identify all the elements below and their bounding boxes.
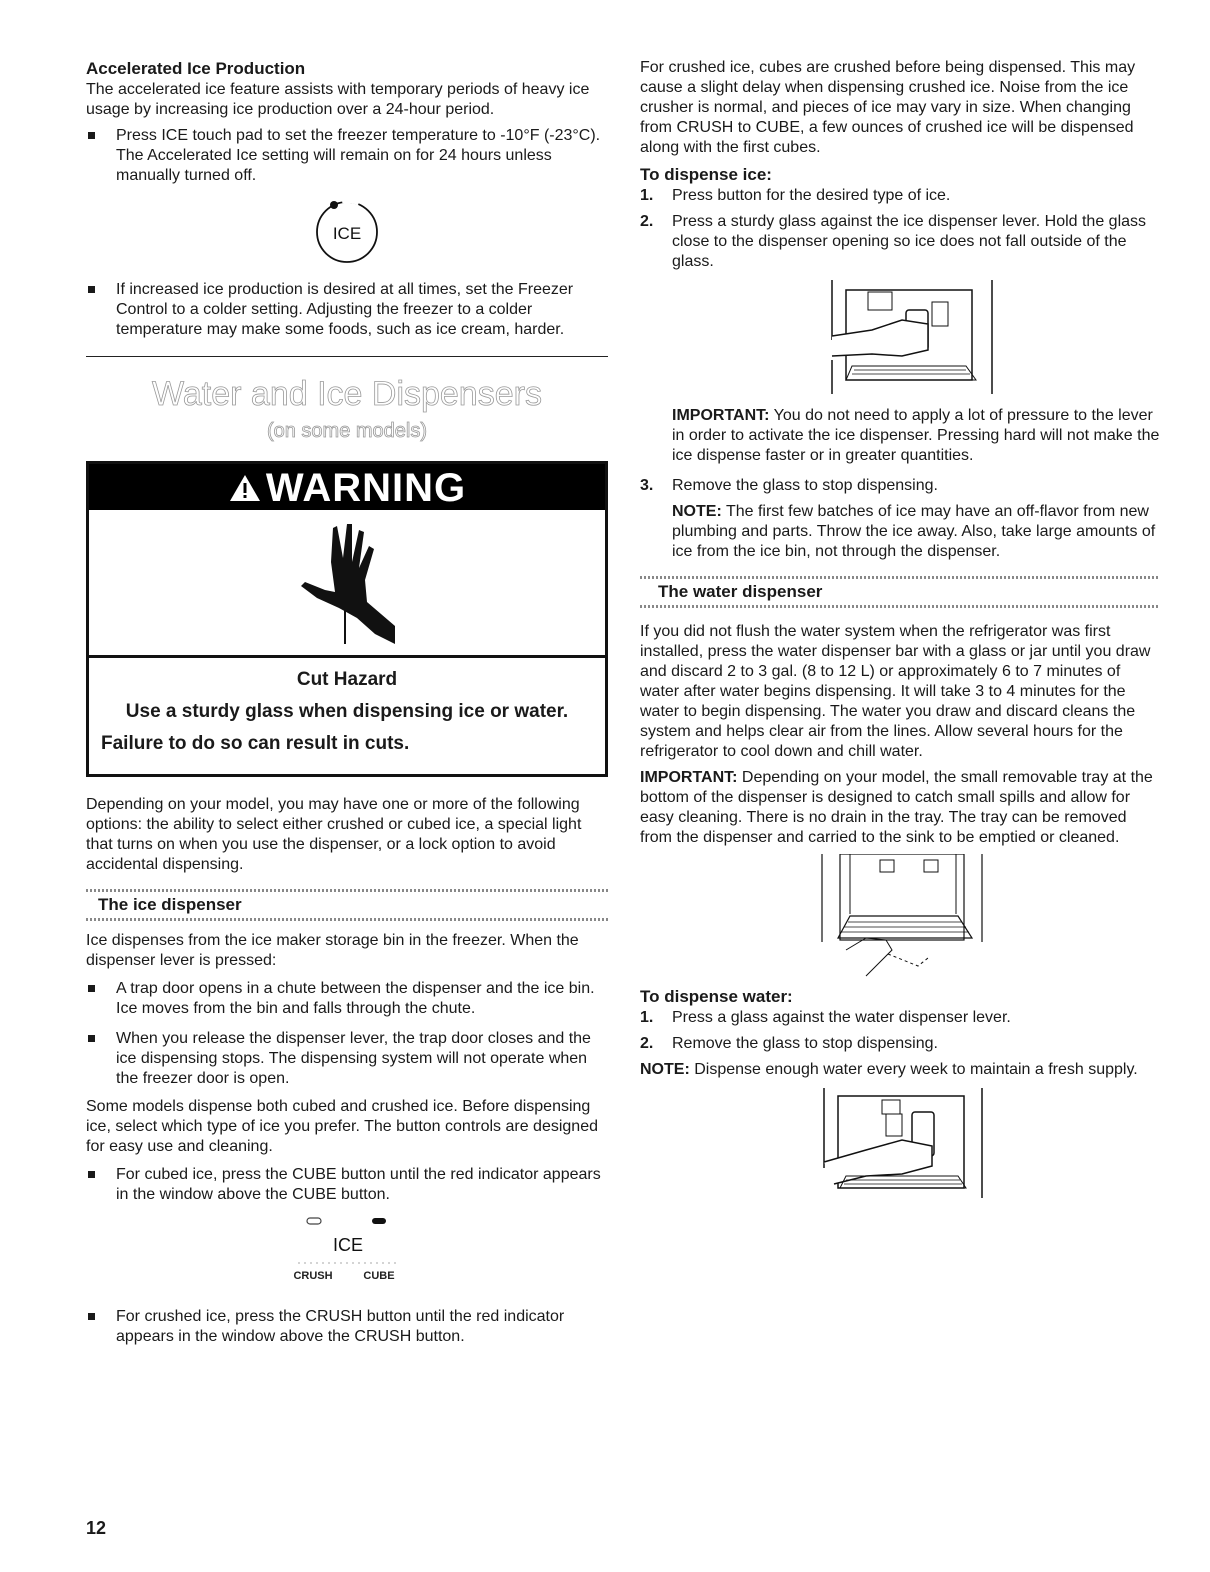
warning-text bbox=[89, 658, 605, 756]
note-text: Dispense enough water every week to maintain a fresh supply. bbox=[689, 1061, 1138, 1078]
hazard-title: Cut Hazard bbox=[296, 669, 398, 690]
step-number: 3. bbox=[640, 477, 654, 494]
step-text: Press button for the desired type of ice. bbox=[672, 187, 951, 204]
note-label: NOTE: bbox=[672, 503, 722, 520]
hazard-pictogram bbox=[89, 510, 605, 658]
warning-line-2: Failure to do so can result in cuts. bbox=[101, 733, 410, 754]
warning-label: WARNING bbox=[265, 466, 467, 510]
ice-touch-pad-illustration bbox=[86, 196, 608, 266]
ice-pad-icon bbox=[307, 196, 387, 266]
ice-dispense-illustration bbox=[640, 280, 1160, 394]
right-column bbox=[640, 58, 1160, 1202]
step-number: 1. bbox=[640, 187, 654, 204]
dispense-water-step-2 bbox=[640, 1034, 1160, 1054]
glass-at-ice-dispenser-icon bbox=[640, 280, 1160, 394]
ice-first-batch-note bbox=[640, 502, 1160, 562]
important-text: Depending on your model, the small removable tray at the bottom of the dispenser is designed to catch small spills and allow for easy cleaning. There is no drain in the tray. The tray can be removed from the dispenser and carried to the sink to be emptied or cleaned. bbox=[640, 769, 1153, 846]
step-number: 1. bbox=[640, 1009, 654, 1026]
cube-label: CUBE bbox=[363, 1270, 395, 1282]
crushed-ice-paragraph: For crushed ice, cubes are crushed before being dispensed. This may cause a slight delay when dispensing crushed ice. Noise from the ice crusher is normal, and pieces of ice may vary in size. When changing from CRUSH to CUBE, a few ounces of crushed ice will be dispensed along with the first cubes. bbox=[640, 59, 1136, 156]
dispensers-subtitle: (on some models) bbox=[266, 420, 428, 442]
drip-tray-illustration bbox=[640, 854, 1160, 982]
important-label: IMPORTANT: bbox=[672, 407, 770, 424]
ice-pad-label: ICE bbox=[332, 224, 362, 243]
accel-heading: Accelerated Ice Production bbox=[86, 59, 306, 78]
options-paragraph: Depending on your model, you may have one or more of the following options: the ability to select either crushed or cubed ice, a special light that turns on when you use the dispenser, or a lock option to avoid accidental dispensing. bbox=[86, 796, 582, 873]
dispense-water-step-1 bbox=[640, 1008, 1160, 1028]
water-dispenser-heading: The water dispenser bbox=[658, 582, 823, 601]
step-number: 2. bbox=[640, 213, 654, 230]
dotted-rule bbox=[640, 576, 1160, 579]
step-text: Remove the glass to stop dispensing. bbox=[672, 477, 938, 494]
step-number: 2. bbox=[640, 1035, 654, 1052]
crush-label: CRUSH bbox=[293, 1270, 333, 1282]
left-column bbox=[86, 58, 608, 1347]
important-text: You do not need to apply a lot of pressure to the lever in order to activate the ice dispenser. Pressing hard will not make the ice dispense faster or in greater quantities. bbox=[672, 407, 1160, 464]
ice-dispenser-bullet-3: For cubed ice, press the CUBE button until the red indicator appears in the window above the CUBE button. bbox=[86, 1165, 608, 1205]
ice-control-panel-illustration bbox=[86, 1211, 608, 1307]
page-number: 12 bbox=[86, 1518, 107, 1538]
ice-dispenser-bullet-1: A trap door opens in a chute between the dispenser and the ice bin. Ice moves from the bin and falls through the chute. bbox=[86, 979, 608, 1019]
water-tray-note bbox=[640, 768, 1160, 848]
dispense-ice-step-1 bbox=[640, 186, 1160, 206]
ice-dispenser-bullet-2: When you release the dispenser lever, the trap door closes and the ice dispensing stops. The dispensing system will not operate when the freezer door is open. bbox=[86, 1029, 608, 1089]
cut-hand-icon bbox=[277, 518, 417, 650]
glass-at-water-dispenser-icon bbox=[640, 1088, 1160, 1202]
step-text: Remove the glass to stop dispensing. bbox=[672, 1035, 938, 1052]
warning-box bbox=[86, 461, 608, 777]
dotted-rule bbox=[640, 605, 1160, 608]
dispensers-title: Water and Ice Dispensers bbox=[152, 375, 542, 413]
accel-bullet-2: If increased ice production is desired at all times, set the Freezer Control to a colder setting. Adjusting the freezer to a colder temperature may make some foods, such as ice cream, harder. bbox=[86, 280, 608, 340]
dotted-rule bbox=[86, 918, 608, 921]
note-text: The first few batches of ice may have an off-flavor from new plumbing and parts. Throw the ice away. Also, take large amounts of ice from the ice bin, not through the dispenser. bbox=[672, 503, 1156, 560]
warning-header bbox=[89, 464, 605, 510]
water-weekly-note bbox=[640, 1060, 1160, 1080]
section-divider bbox=[86, 356, 608, 357]
dispense-water-heading: To dispense water: bbox=[640, 987, 793, 1006]
dotted-rule bbox=[86, 889, 608, 892]
accel-bullet-1: Press ICE touch pad to set the freezer temperature to -10°F (-23°C). The Accelerated Ice setting will remain on for 24 hours unless manually turned off. bbox=[86, 126, 608, 186]
warning-line-1: Use a sturdy glass when dispensing ice or water. bbox=[125, 701, 569, 722]
ice-panel-label: ICE bbox=[332, 1235, 364, 1255]
ice-dispenser-intro: Ice dispenses from the ice maker storage bin in the freezer. When the dispenser lever is pressed: bbox=[86, 932, 579, 969]
ice-important-note bbox=[640, 406, 1160, 466]
note-label: NOTE: bbox=[640, 1061, 690, 1078]
dispense-ice-step-2 bbox=[640, 212, 1160, 272]
accel-intro: The accelerated ice feature assists with temporary periods of heavy ice usage by increasing ice production over a 24-hour period. bbox=[86, 81, 590, 118]
water-dispense-illustration bbox=[640, 1088, 1160, 1202]
drip-tray-icon bbox=[640, 854, 1160, 982]
ice-dispenser-bullet-4: For crushed ice, press the CRUSH button until the red indicator appears in the window above the CRUSH button. bbox=[86, 1307, 608, 1347]
ice-type-paragraph: Some models dispense both cubed and crushed ice. Before dispensing ice, select which type of ice you prefer. The button controls are designed for easy use and cleaning. bbox=[86, 1098, 598, 1155]
step-text: Press a glass against the water dispenser lever. bbox=[672, 1009, 1011, 1026]
important-label: IMPORTANT: bbox=[640, 769, 738, 786]
step-text: Press a sturdy glass against the ice dispenser lever. Hold the glass close to the dispenser opening so ice does not fall outside of the glass. bbox=[672, 213, 1147, 270]
warning-triangle-icon bbox=[228, 466, 262, 514]
dispense-ice-heading: To dispense ice: bbox=[640, 165, 772, 184]
dispense-ice-step-3 bbox=[640, 476, 1160, 496]
ice-dispenser-heading: The ice dispenser bbox=[98, 895, 242, 914]
crush-cube-panel-icon bbox=[86, 1211, 608, 1307]
water-flush-paragraph: If you did not flush the water system when the refrigerator was first installed, press the water dispenser bar with a glass or jar until you draw and discard 2 to 3 gal. (8 to 12 L) or approximately 6 to 7 minutes of water after water begins dispensing. It will take 3 to 4 minutes for the water to begin dispensing. The water you draw and discard cleans the system and helps clear air from the lines. Allow several hours for the refrigerator to cool down and chill water. bbox=[640, 623, 1151, 760]
